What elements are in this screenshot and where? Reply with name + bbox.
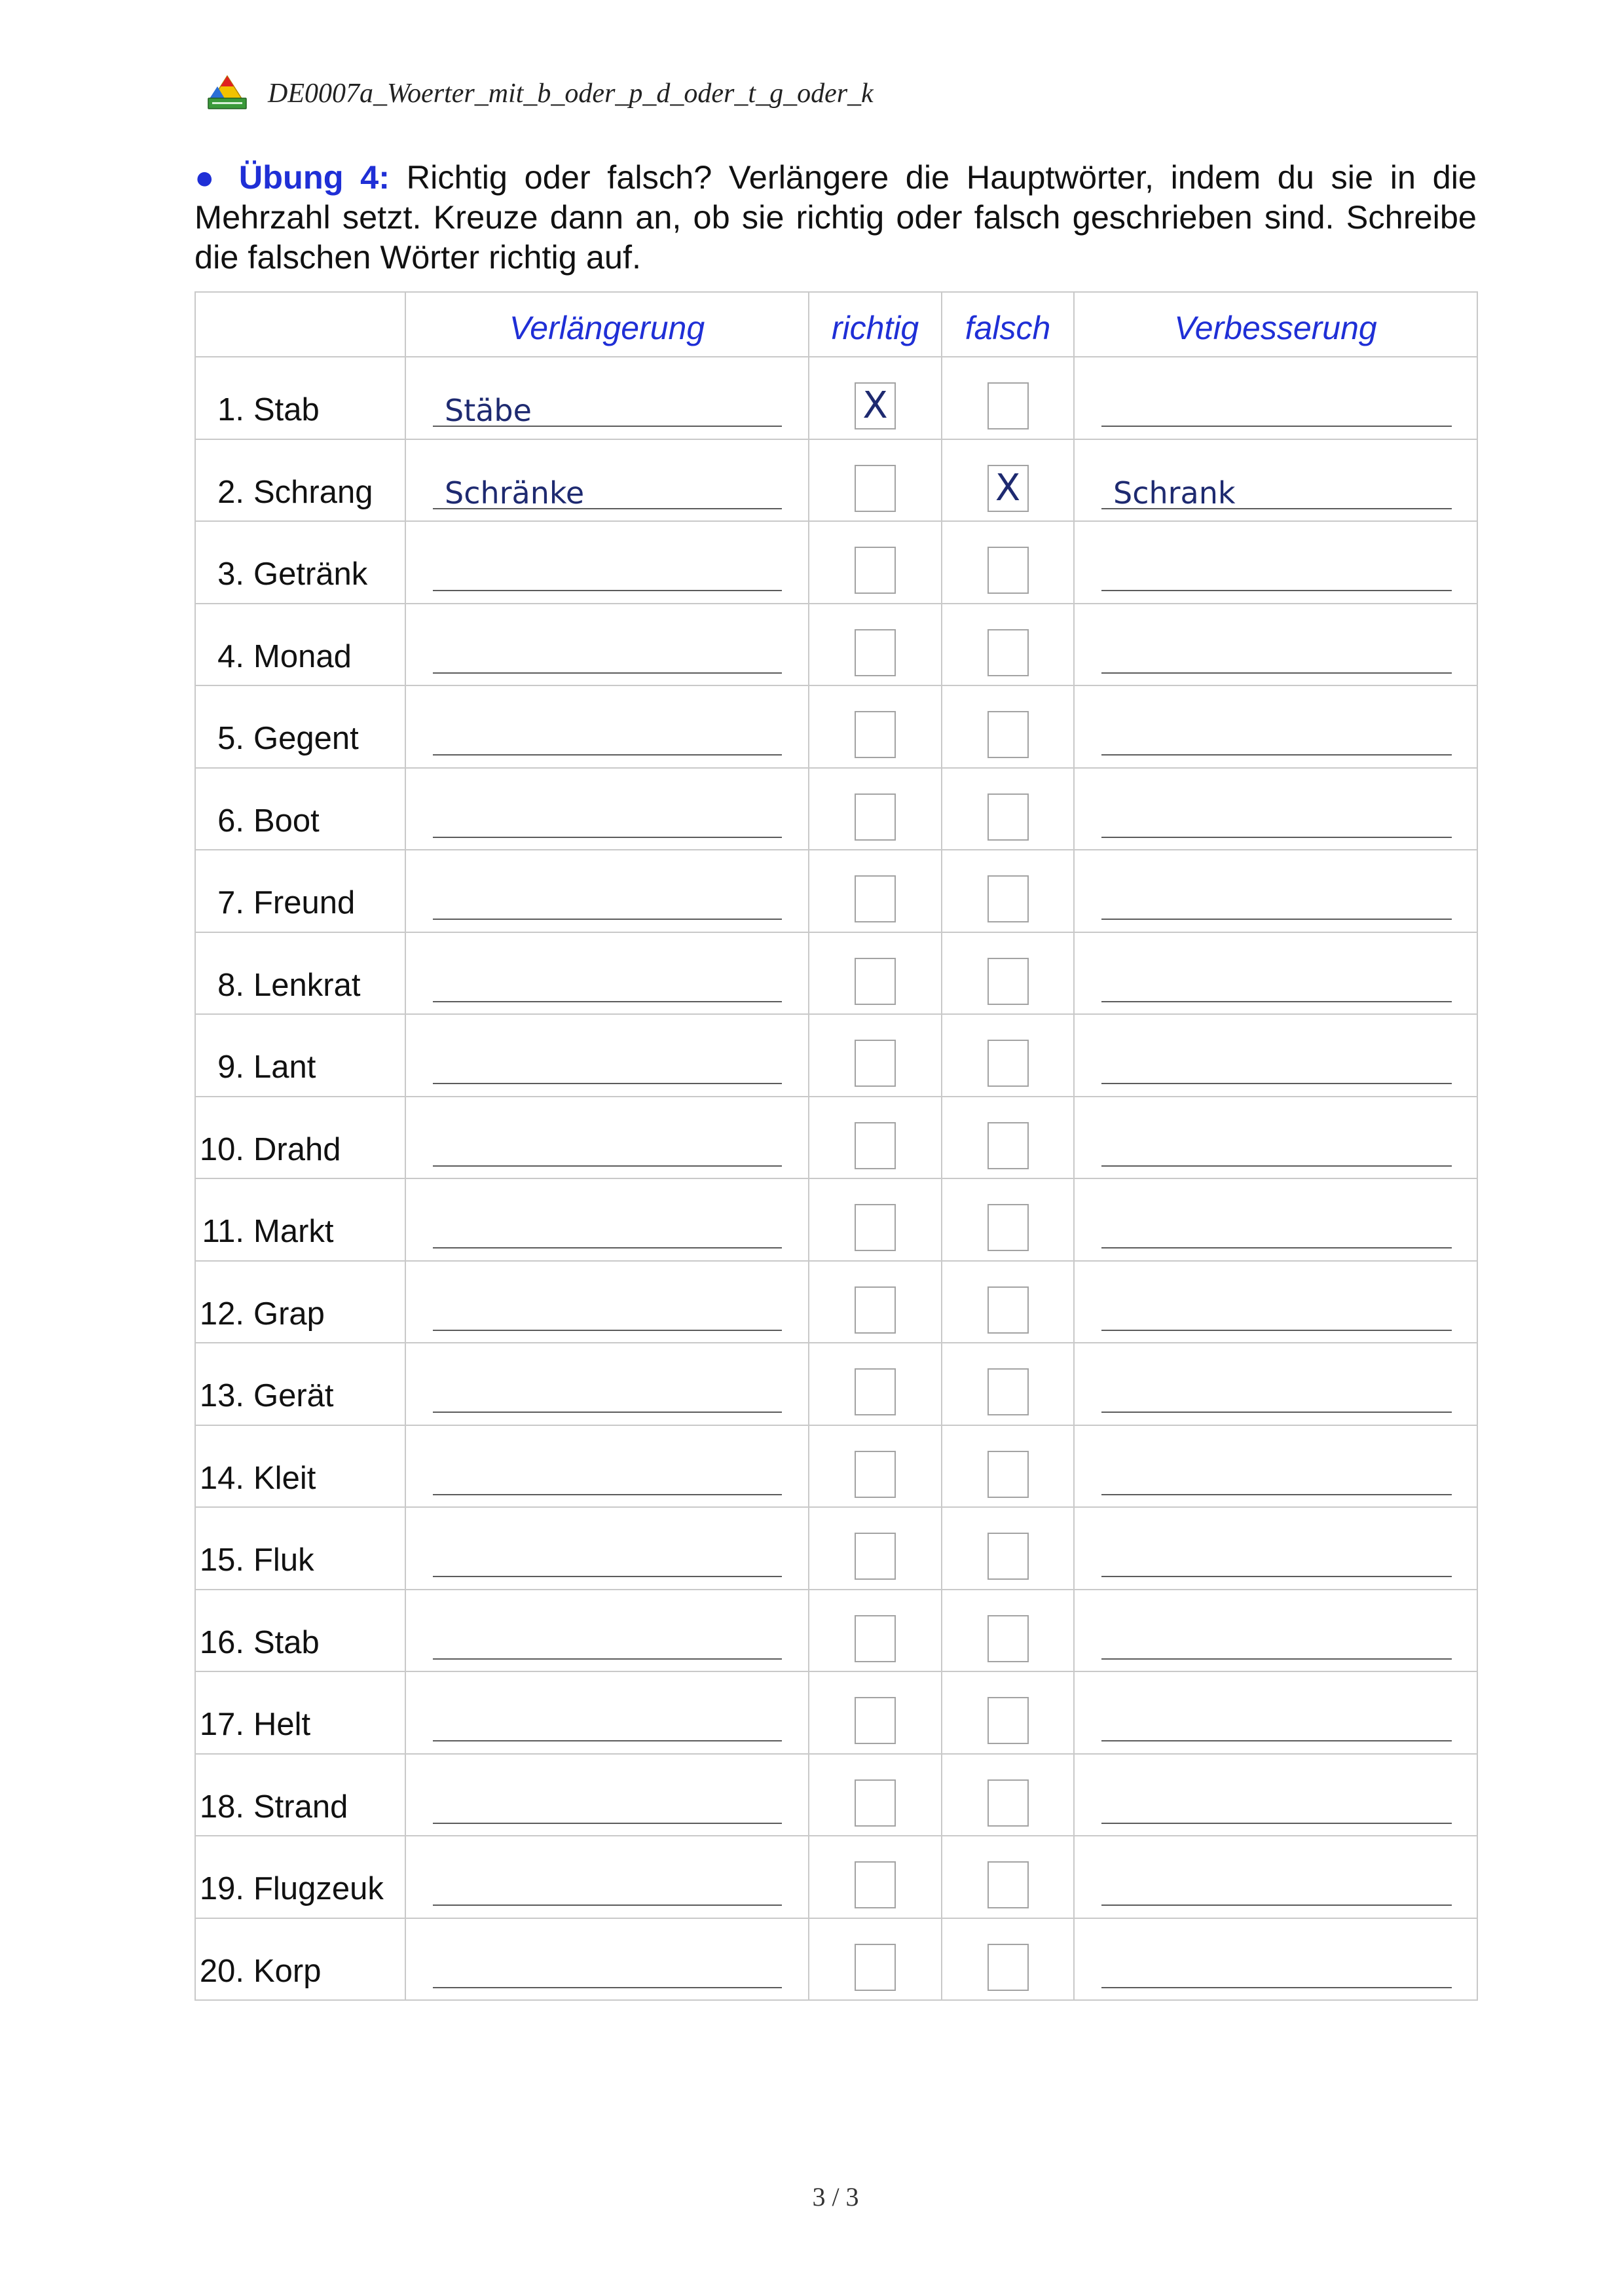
table-row bbox=[195, 1261, 1477, 1343]
falsch-checkbox[interactable] bbox=[987, 382, 1029, 429]
richtig-checkbox[interactable] bbox=[855, 465, 896, 512]
header-verbesserung bbox=[1074, 292, 1477, 357]
verbesserung-cell bbox=[1074, 850, 1477, 932]
falsch-cell bbox=[942, 1261, 1074, 1343]
row-number: 9. bbox=[217, 1049, 244, 1085]
verlaengerung-field[interactable] bbox=[433, 1697, 782, 1741]
header-label: Verbesserung bbox=[1174, 310, 1377, 346]
word-label bbox=[198, 638, 352, 674]
richtig-checkbox[interactable] bbox=[855, 1040, 896, 1087]
verlaengerung-cell bbox=[405, 1507, 809, 1590]
word-label bbox=[198, 1953, 322, 1989]
falsch-checkbox[interactable] bbox=[987, 1944, 1029, 1991]
falsch-checkbox[interactable] bbox=[987, 1451, 1029, 1498]
falsch-checkbox[interactable] bbox=[987, 1122, 1029, 1169]
row-word: Lenkrat bbox=[253, 967, 361, 1003]
verbesserung-field[interactable] bbox=[1101, 1368, 1452, 1413]
falsch-cell bbox=[942, 1836, 1074, 1918]
verlaengerung-cell bbox=[405, 1671, 809, 1754]
verlaengerung-field[interactable] bbox=[433, 1533, 782, 1577]
word-cell bbox=[195, 1590, 405, 1672]
falsch-checkbox[interactable] bbox=[987, 793, 1029, 841]
word-label bbox=[198, 474, 373, 510]
falsch-cell bbox=[942, 357, 1074, 439]
falsch-cell bbox=[942, 1343, 1074, 1425]
row-number: 13. bbox=[199, 1378, 244, 1413]
row-number: 11. bbox=[202, 1214, 244, 1249]
table-row bbox=[195, 1590, 1477, 1672]
verlaengerung-field[interactable] bbox=[433, 547, 782, 591]
word-label bbox=[198, 1131, 341, 1167]
richtig-cell bbox=[809, 932, 942, 1015]
falsch-checkbox[interactable] bbox=[987, 711, 1029, 758]
verlaengerung-cell bbox=[405, 932, 809, 1015]
row-number: 4. bbox=[217, 638, 244, 674]
richtig-checkbox[interactable] bbox=[855, 1615, 896, 1662]
richtig-checkbox[interactable] bbox=[855, 958, 896, 1005]
richtig-cell bbox=[809, 1014, 942, 1097]
header-falsch bbox=[942, 292, 1074, 357]
exercise-table bbox=[194, 291, 1478, 2001]
word-cell bbox=[195, 1261, 405, 1343]
richtig-checkbox[interactable] bbox=[855, 1368, 896, 1415]
instruction-text: Richtig oder falsch? Verlängere die Hauptwörter, indem du sie in die Mehrzahl setzt. Kreuze dann an, ob sie richtig oder falsch geschrieben sind. Schreibe die falschen Wörter richtig auf. bbox=[194, 158, 1477, 276]
page-number: 3 / 3 bbox=[812, 2182, 859, 2212]
word-cell bbox=[195, 521, 405, 604]
header-empty-cell bbox=[195, 292, 405, 357]
richtig-checkbox[interactable] bbox=[855, 1122, 896, 1169]
word-cell bbox=[195, 1918, 405, 2001]
falsch-checkbox[interactable] bbox=[987, 1204, 1029, 1251]
verbesserung-cell bbox=[1074, 1754, 1477, 1836]
richtig-checkbox[interactable] bbox=[855, 711, 896, 758]
word-label bbox=[198, 1624, 320, 1660]
verbesserung-cell bbox=[1074, 932, 1477, 1015]
row-word: Markt bbox=[253, 1214, 334, 1249]
falsch-cell bbox=[942, 604, 1074, 686]
verbesserung-field[interactable] bbox=[1101, 875, 1452, 920]
word-cell bbox=[195, 439, 405, 522]
word-label bbox=[198, 1460, 316, 1496]
verlaengerung-field[interactable] bbox=[433, 1122, 782, 1167]
richtig-checkbox[interactable] bbox=[855, 1286, 896, 1334]
verlaengerung-field[interactable] bbox=[433, 1040, 782, 1084]
falsch-cell bbox=[942, 1754, 1074, 1836]
verlaengerung-field[interactable] bbox=[433, 875, 782, 920]
verbesserung-field[interactable] bbox=[1101, 793, 1452, 838]
word-cell bbox=[195, 1836, 405, 1918]
verbesserung-cell bbox=[1074, 1836, 1477, 1918]
header-label: falsch bbox=[965, 310, 1051, 346]
verbesserung-field[interactable] bbox=[1101, 1451, 1452, 1495]
document-title: DE0007a_Woerter_mit_b_oder_p_d_oder_t_g_oder_k bbox=[268, 79, 874, 109]
verbesserung-cell bbox=[1074, 521, 1477, 604]
richtig-cell bbox=[809, 685, 942, 768]
richtig-checkbox[interactable] bbox=[855, 1779, 896, 1827]
table-row bbox=[195, 1507, 1477, 1590]
falsch-cell bbox=[942, 1178, 1074, 1261]
word-label bbox=[198, 1298, 325, 1330]
verbesserung-field[interactable] bbox=[1101, 1861, 1452, 1906]
bullet-icon: ● bbox=[194, 158, 223, 196]
verbesserung-field[interactable] bbox=[1101, 1779, 1452, 1824]
row-number: 8. bbox=[217, 967, 244, 1003]
richtig-cell bbox=[809, 1097, 942, 1179]
verbesserung-cell bbox=[1074, 1097, 1477, 1179]
verbesserung-field[interactable] bbox=[1101, 1697, 1452, 1741]
row-number: 16. bbox=[199, 1624, 244, 1660]
word-cell bbox=[195, 850, 405, 932]
word-label bbox=[198, 558, 367, 591]
verlaengerung-cell bbox=[405, 604, 809, 686]
richtig-checkbox[interactable] bbox=[855, 1697, 896, 1744]
verlaengerung-field[interactable] bbox=[433, 629, 782, 674]
word-label bbox=[198, 1873, 384, 1905]
word-cell bbox=[195, 1754, 405, 1836]
richtig-checkbox[interactable] bbox=[855, 1944, 896, 1991]
richtig-cell bbox=[809, 439, 942, 522]
verbesserung-field[interactable] bbox=[1101, 382, 1452, 427]
word-cell bbox=[195, 1343, 405, 1425]
row-word: Drahd bbox=[253, 1131, 341, 1167]
verlaengerung-cell bbox=[405, 685, 809, 768]
verbesserung-field[interactable] bbox=[1101, 547, 1452, 591]
falsch-cell bbox=[942, 1590, 1074, 1672]
verbesserung-field[interactable] bbox=[1101, 1533, 1452, 1577]
word-label bbox=[198, 723, 359, 755]
table-row bbox=[195, 1014, 1477, 1097]
verlaengerung-cell bbox=[405, 1836, 809, 1918]
verlaengerung-field[interactable] bbox=[433, 1204, 782, 1248]
verbesserung-cell bbox=[1074, 1014, 1477, 1097]
verbesserung-cell bbox=[1074, 1261, 1477, 1343]
verlaengerung-cell bbox=[405, 768, 809, 850]
table-row bbox=[195, 1918, 1477, 2001]
row-word: Stab bbox=[253, 1624, 320, 1660]
row-number: 14. bbox=[199, 1460, 244, 1496]
richtig-checkbox[interactable] bbox=[855, 547, 896, 594]
word-cell bbox=[195, 1014, 405, 1097]
word-label bbox=[198, 1051, 316, 1084]
falsch-checkbox[interactable] bbox=[987, 875, 1029, 922]
richtig-cell bbox=[809, 1507, 942, 1590]
verbesserung-field[interactable] bbox=[1101, 465, 1452, 509]
x-mark: X bbox=[995, 466, 1021, 509]
verlaengerung-field[interactable] bbox=[433, 711, 782, 756]
falsch-checkbox[interactable] bbox=[987, 1697, 1029, 1744]
table-row bbox=[195, 1097, 1477, 1179]
falsch-checkbox[interactable] bbox=[987, 629, 1029, 676]
verbesserung-field[interactable] bbox=[1101, 629, 1452, 674]
falsch-cell bbox=[942, 1918, 1074, 2001]
richtig-checkbox[interactable] bbox=[855, 629, 896, 676]
logo-icon bbox=[206, 72, 249, 111]
verlaengerung-cell bbox=[405, 1425, 809, 1508]
table-row bbox=[195, 1754, 1477, 1836]
richtig-cell bbox=[809, 1261, 942, 1343]
falsch-cell bbox=[942, 521, 1074, 604]
table-row bbox=[195, 932, 1477, 1015]
exercise-label: Übung 4: bbox=[238, 158, 390, 196]
row-number: 19. bbox=[199, 1871, 244, 1906]
table-row bbox=[195, 768, 1477, 850]
verlaengerung-cell bbox=[405, 357, 809, 439]
richtig-checkbox[interactable] bbox=[855, 1533, 896, 1580]
verbesserung-field[interactable] bbox=[1101, 1122, 1452, 1167]
row-word: Strand bbox=[253, 1789, 348, 1825]
verbesserung-cell bbox=[1074, 685, 1477, 768]
falsch-cell bbox=[942, 1097, 1074, 1179]
verlaengerung-field[interactable] bbox=[433, 1944, 782, 1988]
richtig-cell bbox=[809, 604, 942, 686]
row-number: 15. bbox=[199, 1542, 244, 1578]
falsch-checkbox[interactable] bbox=[987, 1040, 1029, 1087]
row-word: Stab bbox=[253, 392, 320, 428]
richtig-cell bbox=[809, 1754, 942, 1836]
header-richtig bbox=[809, 292, 942, 357]
verbesserung-cell bbox=[1074, 1343, 1477, 1425]
richtig-checkbox[interactable] bbox=[855, 875, 896, 922]
richtig-checkbox[interactable] bbox=[855, 1204, 896, 1251]
table-row bbox=[195, 685, 1477, 768]
verlaengerung-cell bbox=[405, 850, 809, 932]
verlaengerung-cell bbox=[405, 1261, 809, 1343]
word-cell bbox=[195, 1671, 405, 1754]
verbesserung-field[interactable] bbox=[1101, 1204, 1452, 1248]
word-label bbox=[198, 1791, 348, 1823]
richtig-cell bbox=[809, 1178, 942, 1261]
verbesserung-cell bbox=[1074, 1178, 1477, 1261]
falsch-checkbox[interactable] bbox=[987, 1861, 1029, 1908]
row-word: Fluk bbox=[253, 1542, 314, 1578]
verbesserung-field[interactable] bbox=[1101, 711, 1452, 756]
verlaengerung-cell bbox=[405, 439, 809, 522]
verlaengerung-field[interactable] bbox=[433, 793, 782, 838]
row-word: Schrang bbox=[253, 474, 373, 510]
table-row bbox=[195, 1178, 1477, 1261]
word-cell bbox=[195, 604, 405, 686]
falsch-checkbox[interactable] bbox=[987, 547, 1029, 594]
word-label bbox=[198, 1380, 334, 1412]
row-number: 3. bbox=[217, 556, 244, 592]
row-word: Flugzeuk bbox=[253, 1871, 384, 1906]
verlaengerung-field[interactable] bbox=[433, 1861, 782, 1906]
verlaengerung-field[interactable] bbox=[433, 958, 782, 1002]
falsch-checkbox[interactable] bbox=[987, 465, 1029, 512]
verbesserung-cell bbox=[1074, 768, 1477, 850]
falsch-checkbox[interactable] bbox=[987, 958, 1029, 1005]
row-word: Grap bbox=[253, 1296, 325, 1332]
word-label bbox=[198, 967, 361, 1003]
richtig-checkbox[interactable] bbox=[855, 382, 896, 429]
word-cell bbox=[195, 932, 405, 1015]
falsch-cell bbox=[942, 932, 1074, 1015]
verbesserung-field[interactable] bbox=[1101, 1040, 1452, 1084]
verlaengerung-cell bbox=[405, 1754, 809, 1836]
word-label bbox=[198, 887, 355, 919]
verbesserung-cell bbox=[1074, 1590, 1477, 1672]
exercise-instruction bbox=[194, 157, 1477, 277]
richtig-checkbox[interactable] bbox=[855, 1451, 896, 1498]
richtig-cell bbox=[809, 1918, 942, 2001]
richtig-cell bbox=[809, 1590, 942, 1672]
word-cell bbox=[195, 1425, 405, 1508]
verbesserung-cell bbox=[1074, 357, 1477, 439]
word-cell bbox=[195, 685, 405, 768]
verbesserung-cell bbox=[1074, 1671, 1477, 1754]
verbesserung-cell bbox=[1074, 1507, 1477, 1590]
row-word: Getränk bbox=[253, 556, 368, 592]
richtig-cell bbox=[809, 1836, 942, 1918]
falsch-checkbox[interactable] bbox=[987, 1779, 1029, 1827]
verlaengerung-answer: Schränke bbox=[445, 475, 585, 511]
verlaengerung-cell bbox=[405, 521, 809, 604]
row-word: Freund bbox=[253, 885, 356, 920]
verlaengerung-cell bbox=[405, 1014, 809, 1097]
row-word: Kleit bbox=[253, 1460, 316, 1496]
table-row bbox=[195, 1343, 1477, 1425]
row-number: 2. bbox=[217, 474, 244, 510]
verbesserung-field[interactable] bbox=[1101, 1286, 1452, 1331]
falsch-cell bbox=[942, 1671, 1074, 1754]
falsch-checkbox[interactable] bbox=[987, 1615, 1029, 1662]
row-word: Korp bbox=[253, 1953, 322, 1989]
verlaengerung-field[interactable] bbox=[433, 382, 782, 427]
table-row bbox=[195, 357, 1477, 439]
word-cell bbox=[195, 357, 405, 439]
table-row bbox=[195, 521, 1477, 604]
verlaengerung-field[interactable] bbox=[433, 1779, 782, 1824]
verbesserung-cell bbox=[1074, 1425, 1477, 1508]
verlaengerung-field[interactable] bbox=[433, 1368, 782, 1413]
falsch-cell bbox=[942, 439, 1074, 522]
falsch-cell bbox=[942, 850, 1074, 932]
row-number: 7. bbox=[217, 885, 244, 920]
row-number: 6. bbox=[217, 803, 244, 839]
word-label bbox=[198, 394, 320, 426]
row-word: Monad bbox=[253, 638, 352, 674]
verlaengerung-cell bbox=[405, 1343, 809, 1425]
falsch-checkbox[interactable] bbox=[987, 1286, 1029, 1334]
header-verlaengerung bbox=[405, 292, 809, 357]
table-row bbox=[195, 1671, 1477, 1754]
verbesserung-field[interactable] bbox=[1101, 958, 1452, 1002]
header-label: richtig bbox=[831, 310, 919, 346]
row-number: 18. bbox=[199, 1789, 244, 1825]
verlaengerung-field[interactable] bbox=[433, 1615, 782, 1660]
word-label bbox=[198, 805, 320, 837]
verbesserung-cell bbox=[1074, 439, 1477, 522]
richtig-cell bbox=[809, 1343, 942, 1425]
table-body bbox=[195, 357, 1477, 2000]
word-cell bbox=[195, 768, 405, 850]
table-row bbox=[195, 1425, 1477, 1508]
row-word: Gerät bbox=[253, 1378, 334, 1413]
falsch-cell bbox=[942, 1014, 1074, 1097]
verlaengerung-field[interactable] bbox=[433, 1451, 782, 1495]
verlaengerung-answer: Stäbe bbox=[445, 393, 532, 428]
word-label bbox=[198, 1709, 310, 1741]
row-number: 1. bbox=[217, 392, 244, 428]
falsch-cell bbox=[942, 685, 1074, 768]
richtig-cell bbox=[809, 850, 942, 932]
table-row bbox=[195, 604, 1477, 686]
verlaengerung-cell bbox=[405, 1097, 809, 1179]
word-label bbox=[198, 1216, 334, 1248]
row-word: Lant bbox=[253, 1049, 316, 1085]
richtig-cell bbox=[809, 1671, 942, 1754]
verlaengerung-cell bbox=[405, 1590, 809, 1672]
verbesserung-field[interactable] bbox=[1101, 1615, 1452, 1660]
row-number: 12. bbox=[199, 1296, 244, 1332]
falsch-cell bbox=[942, 1425, 1074, 1508]
verlaengerung-cell bbox=[405, 1178, 809, 1261]
verbesserung-answer: Schrank bbox=[1113, 475, 1236, 511]
word-label bbox=[198, 1544, 314, 1576]
falsch-cell bbox=[942, 1507, 1074, 1590]
verbesserung-field[interactable] bbox=[1101, 1944, 1452, 1988]
richtig-checkbox[interactable] bbox=[855, 1861, 896, 1908]
verbesserung-cell bbox=[1074, 604, 1477, 686]
verlaengerung-cell bbox=[405, 1918, 809, 2001]
richtig-cell bbox=[809, 521, 942, 604]
row-number: 17. bbox=[199, 1707, 244, 1742]
row-number: 5. bbox=[217, 721, 244, 756]
richtig-cell bbox=[809, 357, 942, 439]
word-cell bbox=[195, 1178, 405, 1261]
row-word: Gegent bbox=[253, 721, 359, 756]
falsch-checkbox[interactable] bbox=[987, 1368, 1029, 1415]
row-number: 10. bbox=[199, 1131, 244, 1167]
verlaengerung-field[interactable] bbox=[433, 1286, 782, 1331]
richtig-cell bbox=[809, 1425, 942, 1508]
verlaengerung-field[interactable] bbox=[433, 465, 782, 509]
table-row bbox=[195, 850, 1477, 932]
richtig-checkbox[interactable] bbox=[855, 793, 896, 841]
row-number: 20. bbox=[199, 1953, 244, 1989]
falsch-cell bbox=[942, 768, 1074, 850]
x-mark: X bbox=[862, 384, 888, 427]
richtig-cell bbox=[809, 768, 942, 850]
word-cell bbox=[195, 1097, 405, 1179]
table-header-row bbox=[195, 292, 1477, 357]
word-cell bbox=[195, 1507, 405, 1590]
table-row bbox=[195, 439, 1477, 522]
falsch-checkbox[interactable] bbox=[987, 1533, 1029, 1580]
table-row bbox=[195, 1836, 1477, 1918]
row-word: Boot bbox=[253, 803, 320, 839]
row-word: Helt bbox=[253, 1707, 311, 1742]
verbesserung-cell bbox=[1074, 1918, 1477, 2001]
header-label: Verlängerung bbox=[509, 310, 705, 346]
